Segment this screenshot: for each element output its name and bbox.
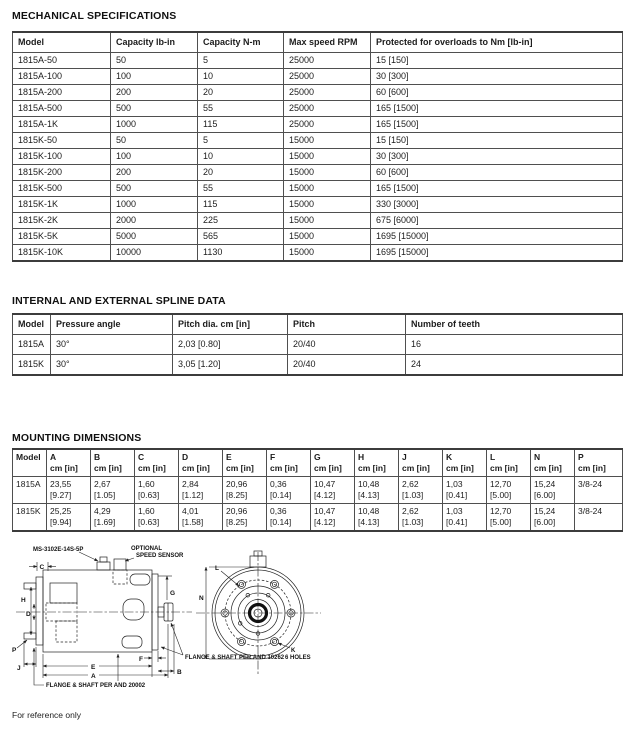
table-cell: 1815K-5K: [13, 229, 111, 245]
column-header: D cm [in]: [179, 449, 223, 477]
table-cell: 10: [198, 69, 284, 85]
table-cell: 25000: [284, 117, 371, 133]
dim-label-n: N: [199, 595, 204, 602]
table-cell: 2,62 [1.03]: [399, 477, 443, 504]
table-cell: 10,47 [4.12]: [311, 477, 355, 504]
column-header: F cm [in]: [267, 449, 311, 477]
table-cell: 30 [300]: [371, 149, 623, 165]
holes-callout-line2: 6 HOLES: [285, 655, 311, 661]
table-cell: 2,62 [1.03]: [399, 504, 443, 532]
table-cell: 1,60 [0.63]: [135, 477, 179, 504]
table-cell: 3/8-24: [575, 477, 623, 504]
table-cell: 3,05 [1.20]: [173, 355, 288, 376]
column-header: C cm [in]: [135, 449, 179, 477]
table-cell: 1815K-200: [13, 165, 111, 181]
table-row: [13, 477, 623, 504]
column-header: Number of teeth: [406, 314, 623, 335]
table-cell: 20: [198, 85, 284, 101]
front-flange-callout: FLANGE & SHAFT PER AND 10262: [185, 655, 285, 661]
column-header: Pressure angle: [51, 314, 173, 335]
column-header: J cm [in]: [399, 449, 443, 477]
table-cell: 1815K-500: [13, 181, 111, 197]
table-cell: 115: [198, 197, 284, 213]
table-cell: 675 [6000]: [371, 213, 623, 229]
column-header: Capacity N-m: [198, 32, 284, 53]
table-row: [13, 181, 623, 197]
table-row: [13, 117, 623, 133]
column-header: Protected for overloads to Nm [lb-in]: [371, 32, 623, 53]
side-view: [16, 557, 192, 652]
column-header: Capacity lb-in: [111, 32, 198, 53]
mechanical-specs-table: [12, 31, 623, 262]
table-cell: 1,03 [0.41]: [443, 477, 487, 504]
section-title-mounting-dimensions: MOUNTING DIMENSIONS: [12, 432, 142, 444]
table-cell: 165 [1500]: [371, 101, 623, 117]
table-cell: 15000: [284, 165, 371, 181]
table-cell: 5000: [111, 229, 198, 245]
drawing-callouts: [33, 546, 311, 689]
table-cell: 10000: [111, 245, 198, 262]
dim-label-h: H: [21, 597, 26, 604]
header-row: [13, 449, 623, 477]
table-cell: 1815K: [13, 355, 51, 376]
table-cell: 1815A-100: [13, 69, 111, 85]
table-cell: 23,55 [9.27]: [47, 477, 91, 504]
section-title-mechanical-specifications: MECHANICAL SPECIFICATIONS: [12, 10, 177, 22]
table-cell: 50: [111, 53, 198, 69]
table-row: [13, 504, 623, 532]
table-cell: 25000: [284, 69, 371, 85]
reference-footnote: For reference only: [12, 710, 81, 720]
table-cell: 1815K-2K: [13, 213, 111, 229]
table-cell: 2,03 [0.80]: [173, 335, 288, 355]
table-row: [13, 245, 623, 262]
table-cell: 565: [198, 229, 284, 245]
dim-label-b: B: [177, 669, 182, 676]
dim-label-a: A: [91, 673, 96, 680]
table-cell: 30°: [51, 355, 173, 376]
dim-label-e: E: [91, 664, 96, 671]
table-row: [13, 85, 623, 101]
table-cell: 15000: [284, 133, 371, 149]
table-cell: 30°: [51, 335, 173, 355]
table-cell: 15000: [284, 197, 371, 213]
table-cell: 4,29 [1.69]: [91, 504, 135, 532]
table-cell: 20/40: [288, 355, 406, 376]
table-cell: 12,70 [5.00]: [487, 504, 531, 532]
table-cell: 500: [111, 101, 198, 117]
table-cell: 2,67 [1.05]: [91, 477, 135, 504]
table-cell: 55: [198, 101, 284, 117]
column-header: B cm [in]: [91, 449, 135, 477]
table-cell: 165 [1500]: [371, 117, 623, 133]
column-header: H cm [in]: [355, 449, 399, 477]
table-cell: 1815K-1K: [13, 197, 111, 213]
table-cell: 1695 [15000]: [371, 229, 623, 245]
table-row: [13, 69, 623, 85]
dim-label-f: F: [139, 656, 143, 663]
table-cell: 25,25 [9.94]: [47, 504, 91, 532]
table-cell: 15,24 [6.00]: [531, 504, 575, 532]
table-cell: 1815A: [13, 335, 51, 355]
speed-sensor-callout-line1: OPTIONAL: [131, 546, 162, 552]
table-cell: 2000: [111, 213, 198, 229]
column-header: Model: [13, 32, 111, 53]
table-cell: 24: [406, 355, 623, 376]
table-cell: 100: [111, 69, 198, 85]
table-cell: 15,24 [6.00]: [531, 477, 575, 504]
column-header: E cm [in]: [223, 449, 267, 477]
table-cell: 10,47 [4.12]: [311, 504, 355, 532]
table-cell: 1695 [15000]: [371, 245, 623, 262]
table-cell: 15 [150]: [371, 133, 623, 149]
table-cell: 15000: [284, 213, 371, 229]
table-cell: 10: [198, 149, 284, 165]
rear-flange-callout: FLANGE & SHAFT PER AND 20002: [46, 683, 146, 689]
table-cell: 1,60 [0.63]: [135, 504, 179, 532]
column-header: Pitch dia. cm [in]: [173, 314, 288, 335]
column-header: A cm [in]: [47, 449, 91, 477]
table-cell: 1000: [111, 117, 198, 133]
header-row: [13, 32, 623, 53]
table-cell: 20: [198, 165, 284, 181]
dim-label-c: C: [39, 564, 45, 571]
table-cell: 60 [600]: [371, 165, 623, 181]
column-header: K cm [in]: [443, 449, 487, 477]
table-cell: 115: [198, 117, 284, 133]
table-cell: 20/40: [288, 335, 406, 355]
table-cell: 1,03 [0.41]: [443, 504, 487, 532]
table-cell: 4,01 [1.58]: [179, 504, 223, 532]
table-cell: 1130: [198, 245, 284, 262]
table-cell: 15000: [284, 245, 371, 262]
column-header: Max speed RPM: [284, 32, 371, 53]
section-title-spline-data: INTERNAL AND EXTERNAL SPLINE DATA: [12, 295, 226, 307]
table-cell: 16: [406, 335, 623, 355]
column-header: N cm [in]: [531, 449, 575, 477]
speed-sensor-callout-line2: SPEED SENSOR: [136, 553, 184, 559]
column-header: P cm [in]: [575, 449, 623, 477]
spline-data-table: [12, 313, 623, 376]
connector-callout: MS-3102E-14S-5P: [33, 547, 84, 553]
dim-label-l: L: [215, 565, 219, 572]
column-header: G cm [in]: [311, 449, 355, 477]
table-cell: 0,36 [0.14]: [267, 504, 311, 532]
table-cell: 1815A-200: [13, 85, 111, 101]
table-cell: 1815A-50: [13, 53, 111, 69]
table-row: [13, 229, 623, 245]
table-cell: 0,36 [0.14]: [267, 477, 311, 504]
table-cell: 100: [111, 149, 198, 165]
table-cell: 20,96 [8.25]: [223, 477, 267, 504]
column-header: Model: [13, 449, 47, 477]
table-cell: 500: [111, 181, 198, 197]
column-header: L cm [in]: [487, 449, 531, 477]
table-cell: 15000: [284, 149, 371, 165]
table-cell: 50: [111, 133, 198, 149]
speed-sensor-shape: [114, 559, 126, 570]
table-cell: 15 [150]: [371, 53, 623, 69]
side-view-dimensions: [12, 562, 182, 680]
table-cell: 1815K-50: [13, 133, 111, 149]
table-row: [13, 165, 623, 181]
column-header: Model: [13, 314, 51, 335]
dimension-drawing: [0, 540, 350, 715]
table-row: [13, 53, 623, 69]
table-cell: 12,70 [5.00]: [487, 477, 531, 504]
table-cell: 15000: [284, 229, 371, 245]
table-cell: 1815A-500: [13, 101, 111, 117]
connector-shape: [97, 562, 110, 570]
table-cell: 15000: [284, 181, 371, 197]
holes-callout-line1: K: [291, 648, 296, 654]
mounting-dimensions-table: [12, 448, 623, 532]
table-cell: 225: [198, 213, 284, 229]
table-cell: 200: [111, 85, 198, 101]
dim-label-j: J: [17, 665, 21, 672]
table-cell: 1000: [111, 197, 198, 213]
table-cell: 1815A: [13, 477, 47, 504]
table-cell: 10,48 [4.13]: [355, 477, 399, 504]
table-row: [13, 149, 623, 165]
table-cell: 3/8-24: [575, 504, 623, 532]
table-cell: 25000: [284, 101, 371, 117]
table-cell: 5: [198, 133, 284, 149]
table-cell: 5: [198, 53, 284, 69]
table-cell: 10,48 [4.13]: [355, 504, 399, 532]
table-cell: 1815K-10K: [13, 245, 111, 262]
dim-label-p: P: [12, 647, 17, 654]
table-cell: 2,84 [1.12]: [179, 477, 223, 504]
table-cell: 1815A-1K: [13, 117, 111, 133]
table-row: [13, 335, 623, 355]
table-cell: 55: [198, 181, 284, 197]
header-row: [13, 314, 623, 335]
table-cell: 25000: [284, 53, 371, 69]
table-row: [13, 197, 623, 213]
table-row: [13, 133, 623, 149]
table-cell: 25000: [284, 85, 371, 101]
dim-label-g: G: [170, 590, 176, 597]
table-row: [13, 355, 623, 376]
table-cell: 30 [300]: [371, 69, 623, 85]
dim-label-d: D: [26, 611, 31, 618]
column-header: Pitch: [288, 314, 406, 335]
table-cell: 1815K: [13, 504, 47, 532]
table-cell: 330 [3000]: [371, 197, 623, 213]
table-row: [13, 101, 623, 117]
table-cell: 60 [600]: [371, 85, 623, 101]
table-cell: 1815K-100: [13, 149, 111, 165]
table-cell: 200: [111, 165, 198, 181]
table-cell: 20,96 [8.25]: [223, 504, 267, 532]
table-row: [13, 213, 623, 229]
table-cell: 165 [1500]: [371, 181, 623, 197]
